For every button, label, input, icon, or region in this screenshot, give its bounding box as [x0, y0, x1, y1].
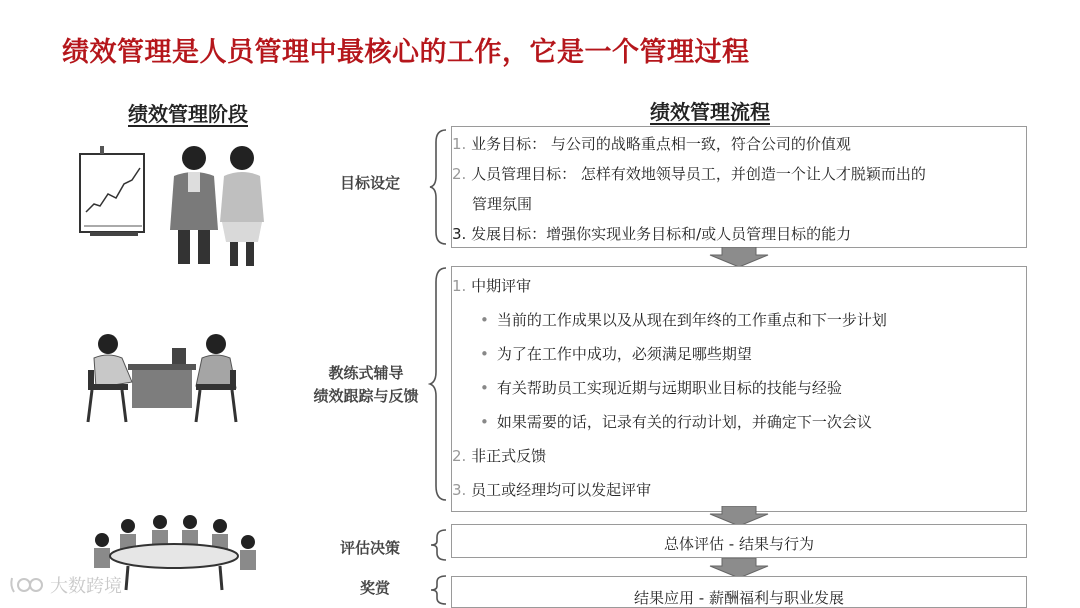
- down-arrow-icon: [708, 558, 770, 578]
- list-item: 3. 员工或经理均可以发起评审: [452, 481, 652, 499]
- list-item: • 有关帮助员工实现近期与远期职业目标的技能与经验: [480, 379, 842, 397]
- list-item: 2. 非正式反馈: [452, 447, 547, 465]
- stage-label-coaching: 教练式辅导 绩效跟踪与反馈: [313, 364, 419, 405]
- goal-setting-box: [451, 126, 1027, 248]
- list-item: • 当前的工作成果以及从现在到年终的工作重点和下一步计划: [480, 311, 887, 329]
- reward-text: 结果应用 - 薪酬福利与职业发展: [634, 589, 844, 607]
- coaching-illustration: [76, 330, 246, 430]
- stage-label-goal-setting: 目标设定: [340, 174, 401, 192]
- brace-goal-setting: [428, 128, 448, 246]
- stages-heading: 绩效管理阶段: [128, 102, 248, 126]
- reward-box: [451, 576, 1027, 608]
- stage-label-reward: 奖赏: [360, 579, 391, 597]
- brace-reward: [428, 574, 448, 606]
- down-arrow-icon: [708, 506, 770, 526]
- list-item: • 如果需要的话，记录有关的行动计划，并确定下一次会议: [480, 413, 872, 431]
- process-heading: 绩效管理流程: [650, 100, 770, 124]
- list-item: • 为了在工作中成功，必须满足哪些期望: [480, 345, 752, 363]
- goal-setting-illustration: [70, 140, 280, 270]
- list-item-continuation: 管理氛围: [472, 195, 533, 213]
- list-item: 2. 人员管理目标： 怎样有效地领导员工，并创造一个让人才脱颖而出的: [452, 165, 926, 183]
- list-item: 3. 发展目标：增强你实现业务目标和/或人员管理目标的能力: [452, 225, 852, 243]
- down-arrow-icon: [708, 247, 770, 267]
- page-title: 绩效管理是人员管理中最核心的工作，它是一个管理过程: [62, 37, 750, 68]
- watermark: [8, 572, 122, 598]
- coaching-box: [451, 266, 1027, 512]
- list-item: 1. 中期评审: [452, 277, 532, 295]
- brace-evaluation: [428, 528, 448, 562]
- list-item: 1. 业务目标： 与公司的战略重点相一致，符合公司的价值观: [452, 135, 851, 153]
- watermark-logo-icon: [8, 574, 44, 596]
- stage-label-evaluation: 评估决策: [340, 539, 401, 557]
- evaluation-box: [451, 524, 1027, 558]
- evaluation-text: 总体评估 - 结果与行为: [664, 535, 814, 553]
- brace-coaching: [428, 266, 448, 502]
- watermark-text: 大数跨境: [50, 576, 122, 597]
